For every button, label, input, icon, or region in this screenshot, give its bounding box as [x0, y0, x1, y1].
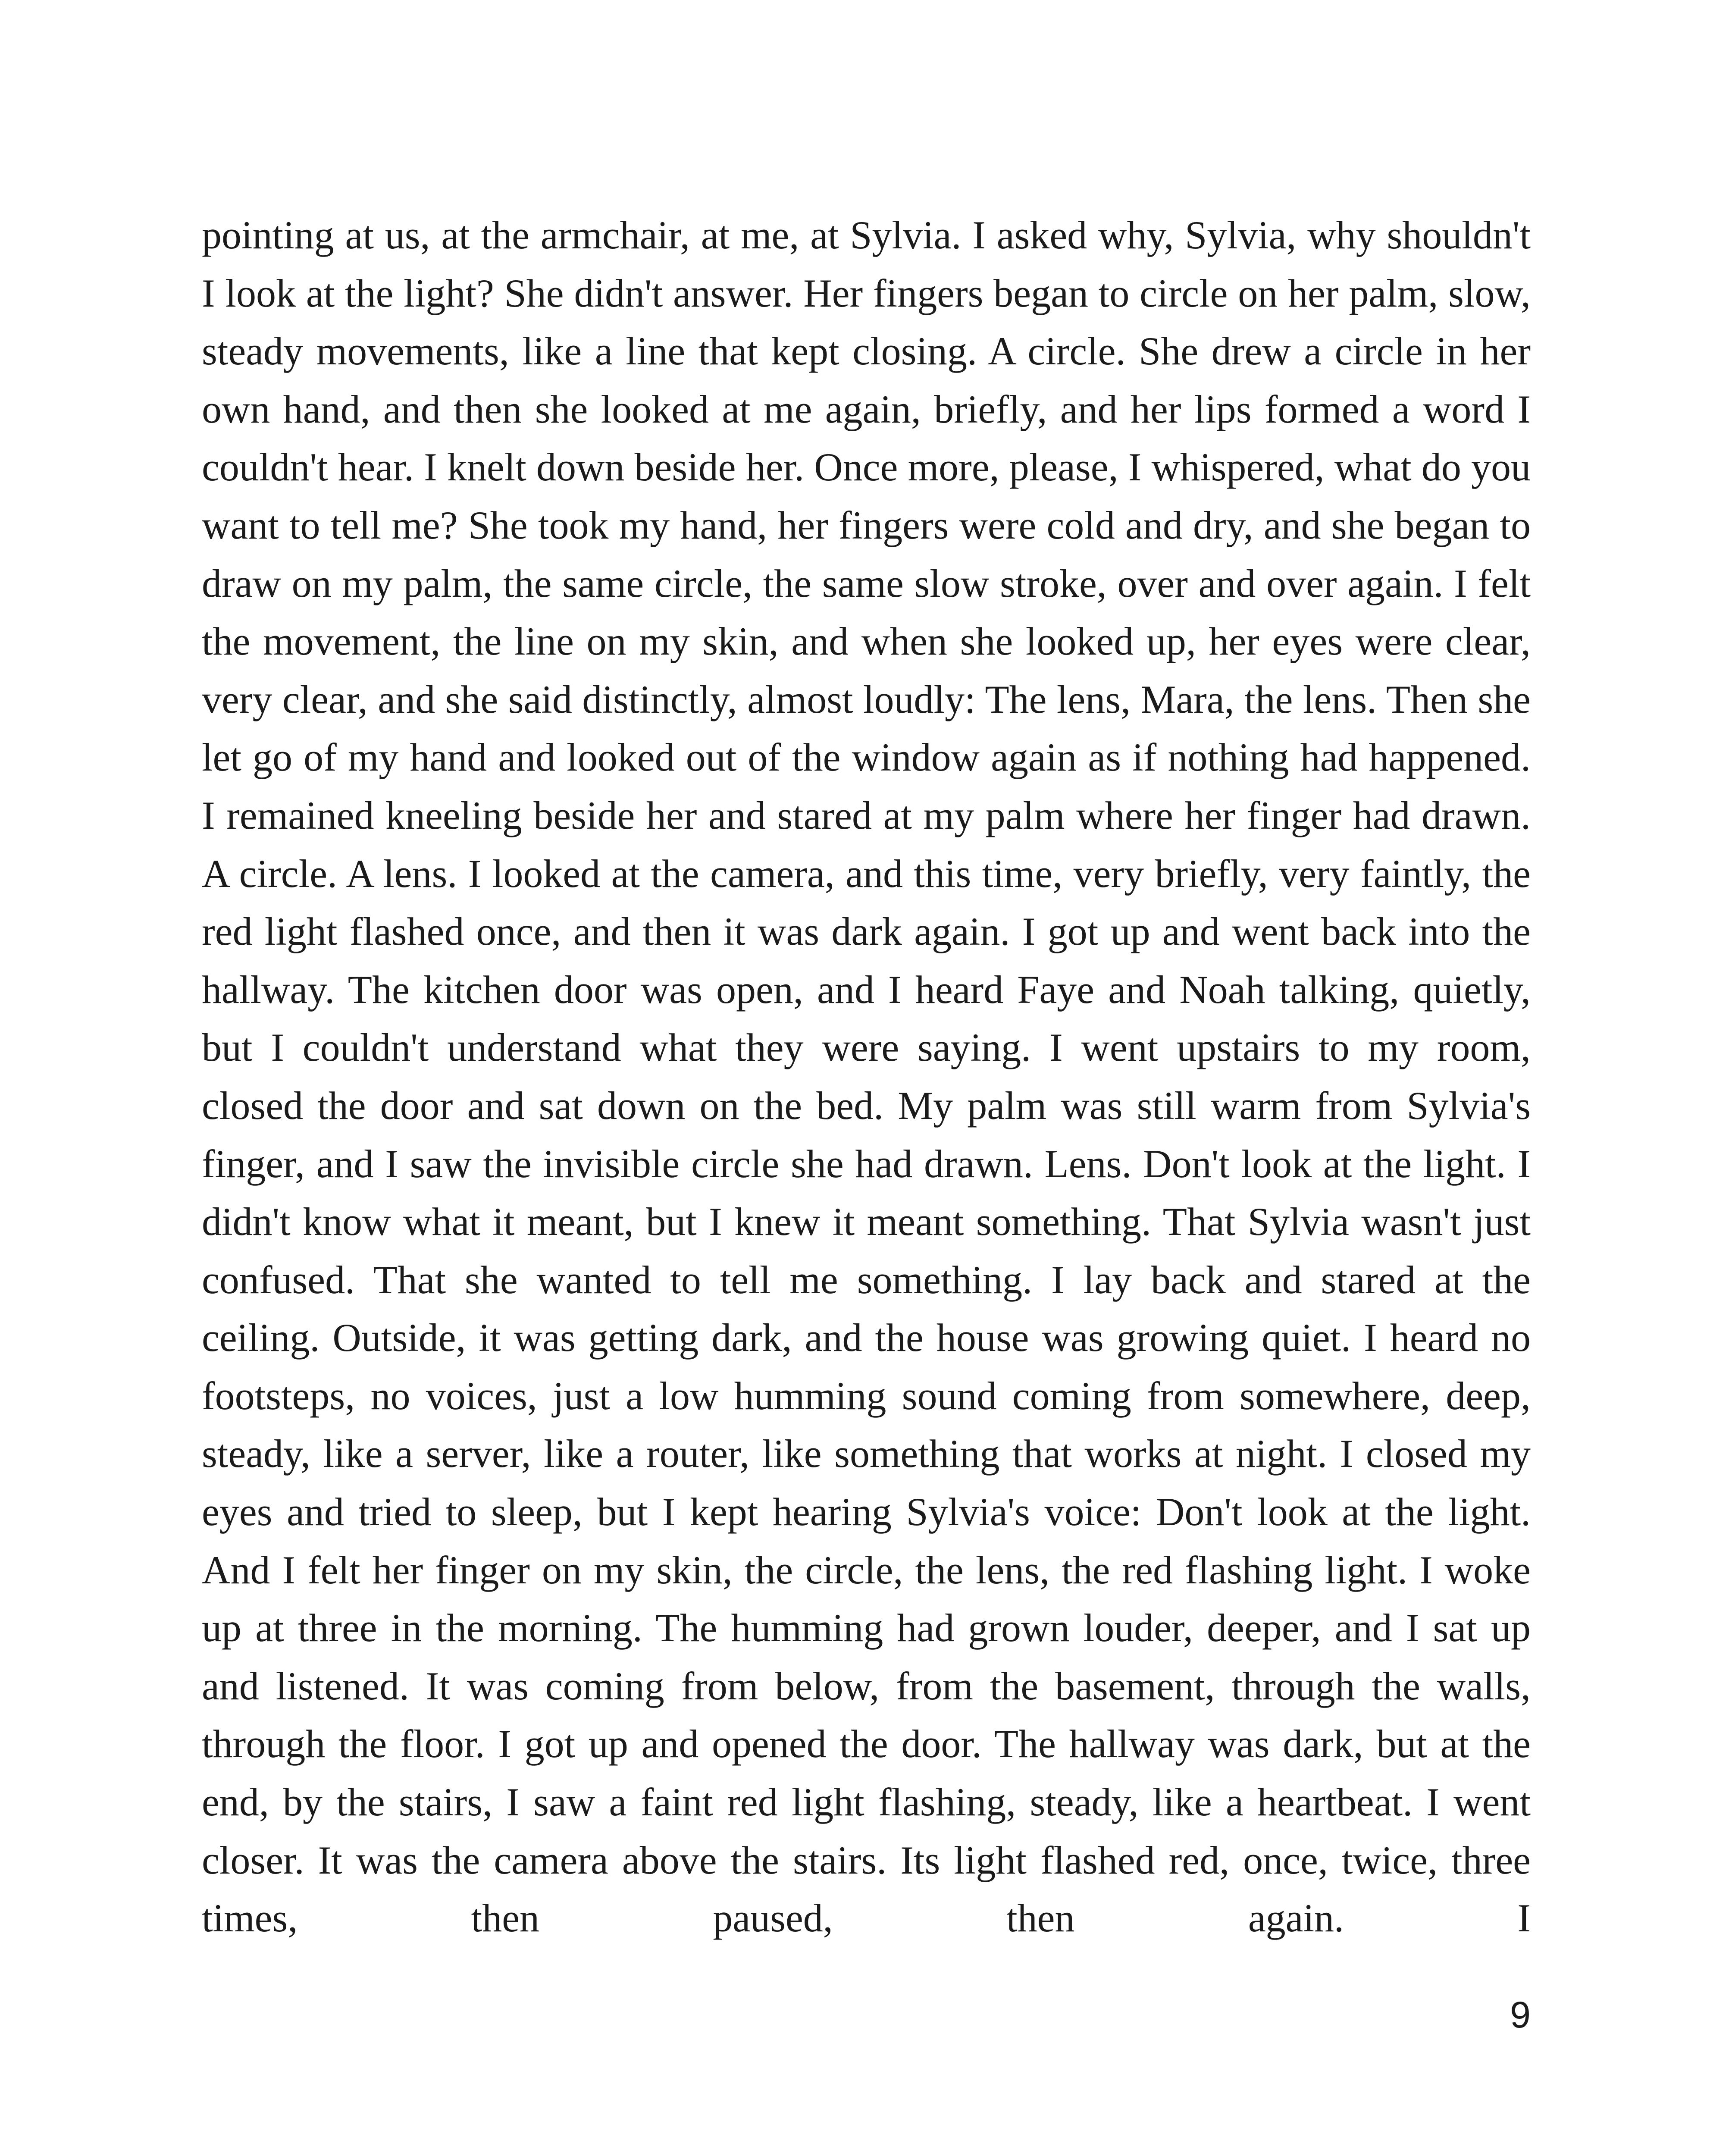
page-number: 9	[1510, 1994, 1531, 2036]
body-paragraph: pointing at us, at the armchair, at me, at Sylvia. I asked why, Sylvia, why shouldn't I look at the light? She didn't answer. Her fingers began to circle on her palm, slow, steady movements, like a line that kept closing. A circle. She drew a circle in her own hand, and then she looked at me again, briefly, and her lips formed a word I couldn't hear. I knelt down beside her. Once more, please, I whispered, what do you want to tell me? She took my hand, her fingers were cold and dry, and she began to draw on my palm, the same circle, the same slow stroke, over and over again. I felt the movement, the line on my skin, and when she looked up, her eyes were clear, very clear, and she said distinctly, almost loudly: The lens, Mara, the lens. Then she let go of my hand and looked out of the window again as if nothing had happened. I remained kneeling beside her and stared at my palm where her finger had drawn. A circle. A lens. I looked at the camera, and this time, very briefly, very faintly, the red light flashed once, and then it was dark again. I got up and went back into the hallway. The kitchen door was open, and I heard Faye and Noah talking, quietly, but I couldn't understand what they were saying. I went upstairs to my room, closed the door and sat down on the bed. My palm was still warm from Sylvia's finger, and I saw the invisible circle she had drawn. Lens. Don't look at the light. I didn't know what it meant, but I knew it meant something. That Sylvia wasn't just confused. That she wanted to tell me something. I lay back and stared at the ceiling. Outside, it was getting dark, and the house was growing quiet. I heard no footsteps, no voices, just a low humming sound coming from somewhere, deep, steady, like a server, like a router, like something that works at night. I closed my eyes and tried to sleep, but I kept hearing Sylvia's voice: Don't look at the light. And I felt her finger on my skin, the circle, the lens, the red flashing light. I woke up at three in the morning. The humming had grown louder, deeper, and I sat up and listened. It was coming from below, from the basement, through the walls, through the floor. I got up and opened the door. The hallway was dark, but at the end, by the stairs, I saw a faint red light flashing, steady, like a heartbeat. I went closer. It was the camera above the stairs. Its light flashed red, once, twice, three times, then paused, then again. I	[202, 213, 1531, 1940]
